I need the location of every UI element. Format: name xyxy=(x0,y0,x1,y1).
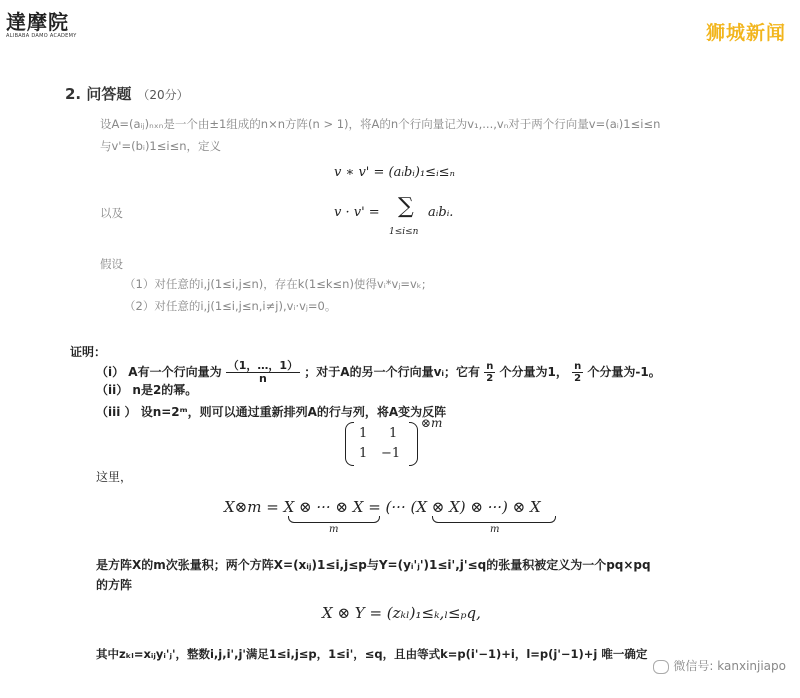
wechat-watermark xyxy=(653,657,786,674)
frac-1-num: n xyxy=(486,361,494,372)
tensor-desc-line-1: 是方阵X的m次张量积；两个方阵X=(xᵢⱼ)1≤i,j≤p与Y=(yᵢ'ⱼ')1≤i',j'≤q的张量积被定义为一个pq×pq xyxy=(96,558,651,572)
proof-label: 证明： xyxy=(70,345,107,359)
frac-2-num: n xyxy=(574,361,582,372)
underbrace-1 xyxy=(288,516,380,523)
underbrace-1-label: m xyxy=(329,524,339,535)
sum-symbol: ∑ xyxy=(398,194,414,219)
proof-i-frac-1 xyxy=(484,361,495,384)
hadamard-matrix xyxy=(345,416,445,468)
section-title-text: 2. 问答题 xyxy=(65,85,132,103)
condition-1: （1）对任意的i,j(1≤i,j≤n)，存在k(1≤k≤n)使得vᵢ*vⱼ=vₖ; xyxy=(124,277,426,291)
proof-i-frac-2 xyxy=(572,361,583,384)
equation-dot-rhs: aᵢbᵢ. xyxy=(428,205,454,220)
matrix-cell-22: −1 xyxy=(381,446,401,461)
proof-item-iii: （iii ） 设n=2ᵐ，则可以通过重新排列A的行与列，将A变为反阵 xyxy=(96,405,447,419)
matrix-left-bracket xyxy=(345,422,354,466)
tensor-desc-line-2: 的方阵 xyxy=(96,578,133,592)
frac-2-den: 2 xyxy=(574,373,582,384)
proof-item-ii: （ii） n是2的幂。 xyxy=(96,383,198,397)
tensor-power-equation: X⊗m = X ⊗ ··· ⊗ X = (··· (X ⊗ X) ⊗ ···) ⊗ X xyxy=(224,498,541,516)
watermark-text: 微信号: kanxinjiapo xyxy=(673,659,786,673)
proof-i-text-d: 个分量为-1。 xyxy=(587,365,661,379)
tensor-product-equation: X ⊗ Y = (zₖₗ)₁≤ₖ,ₗ≤ₚq, xyxy=(322,604,481,622)
zheli-label: 这里， xyxy=(96,470,133,484)
section-title xyxy=(65,83,189,104)
equation-star: v ∗ v' = (aᵢbᵢ)₁≤ᵢ≤ₙ xyxy=(334,165,455,180)
index-definition: 其中zₖₗ=xᵢⱼyᵢ'ⱼ'，整数i,j,i',j'满足1≤i,j≤p，1≤i'，≤q，且由等式k=p(i'−1)+i，l=p(j'−1)+j 唯一确定 xyxy=(96,647,648,661)
proof-i-vector-num: （1，…，1） xyxy=(227,359,299,372)
condition-2: （2）对任意的i,j(1≤i,j≤n,i≠j),vᵢ·vⱼ=0。 xyxy=(124,299,337,313)
underbrace-2-label: m xyxy=(490,524,500,535)
problem-line-1: 设A=(aᵢⱼ)ₙₓₙ是一个由±1组成的n×n方阵(n > 1)，将A的n个行向量记为v₁,...,vₙ对于两个行向量v=(aᵢ)1≤i≤n xyxy=(100,117,661,131)
logo-english-text: ALIBABA DAMO ACADEMY xyxy=(6,33,77,39)
wechat-icon xyxy=(653,660,669,674)
underbrace-2 xyxy=(432,516,556,523)
damo-academy-logo xyxy=(6,6,76,39)
logo-chinese-text: 達摩院 xyxy=(6,10,69,34)
matrix-cell-12: 1 xyxy=(389,426,398,441)
sum-subscript: 1≤i≤n xyxy=(389,227,419,237)
equation-dot-lhs: v · v' = xyxy=(334,205,380,220)
proof-i-text-c: 个分量为1， xyxy=(499,365,568,379)
proof-i-vector xyxy=(226,360,300,385)
proof-i-text-b: ；对于A的另一个行向量vᵢ；它有 xyxy=(304,365,481,379)
matrix-cell-11: 1 xyxy=(359,426,368,441)
assumption-label: 假设 xyxy=(100,257,123,271)
section-points: （20分） xyxy=(137,88,189,102)
frac-1-den: 2 xyxy=(486,373,494,384)
problem-line-2: 与v'=(bᵢ)1≤i≤n，定义 xyxy=(100,139,222,153)
proof-i-vector-den: n xyxy=(259,372,267,385)
matrix-exponent: ⊗m xyxy=(421,416,443,430)
proof-i-text-a: （i） A有一个行向量为 xyxy=(96,365,222,379)
yiji-label: 以及 xyxy=(100,206,123,220)
news-logo: 狮城新闻 xyxy=(705,22,786,44)
matrix-cell-21: 1 xyxy=(359,446,368,461)
matrix-right-bracket xyxy=(409,422,418,466)
